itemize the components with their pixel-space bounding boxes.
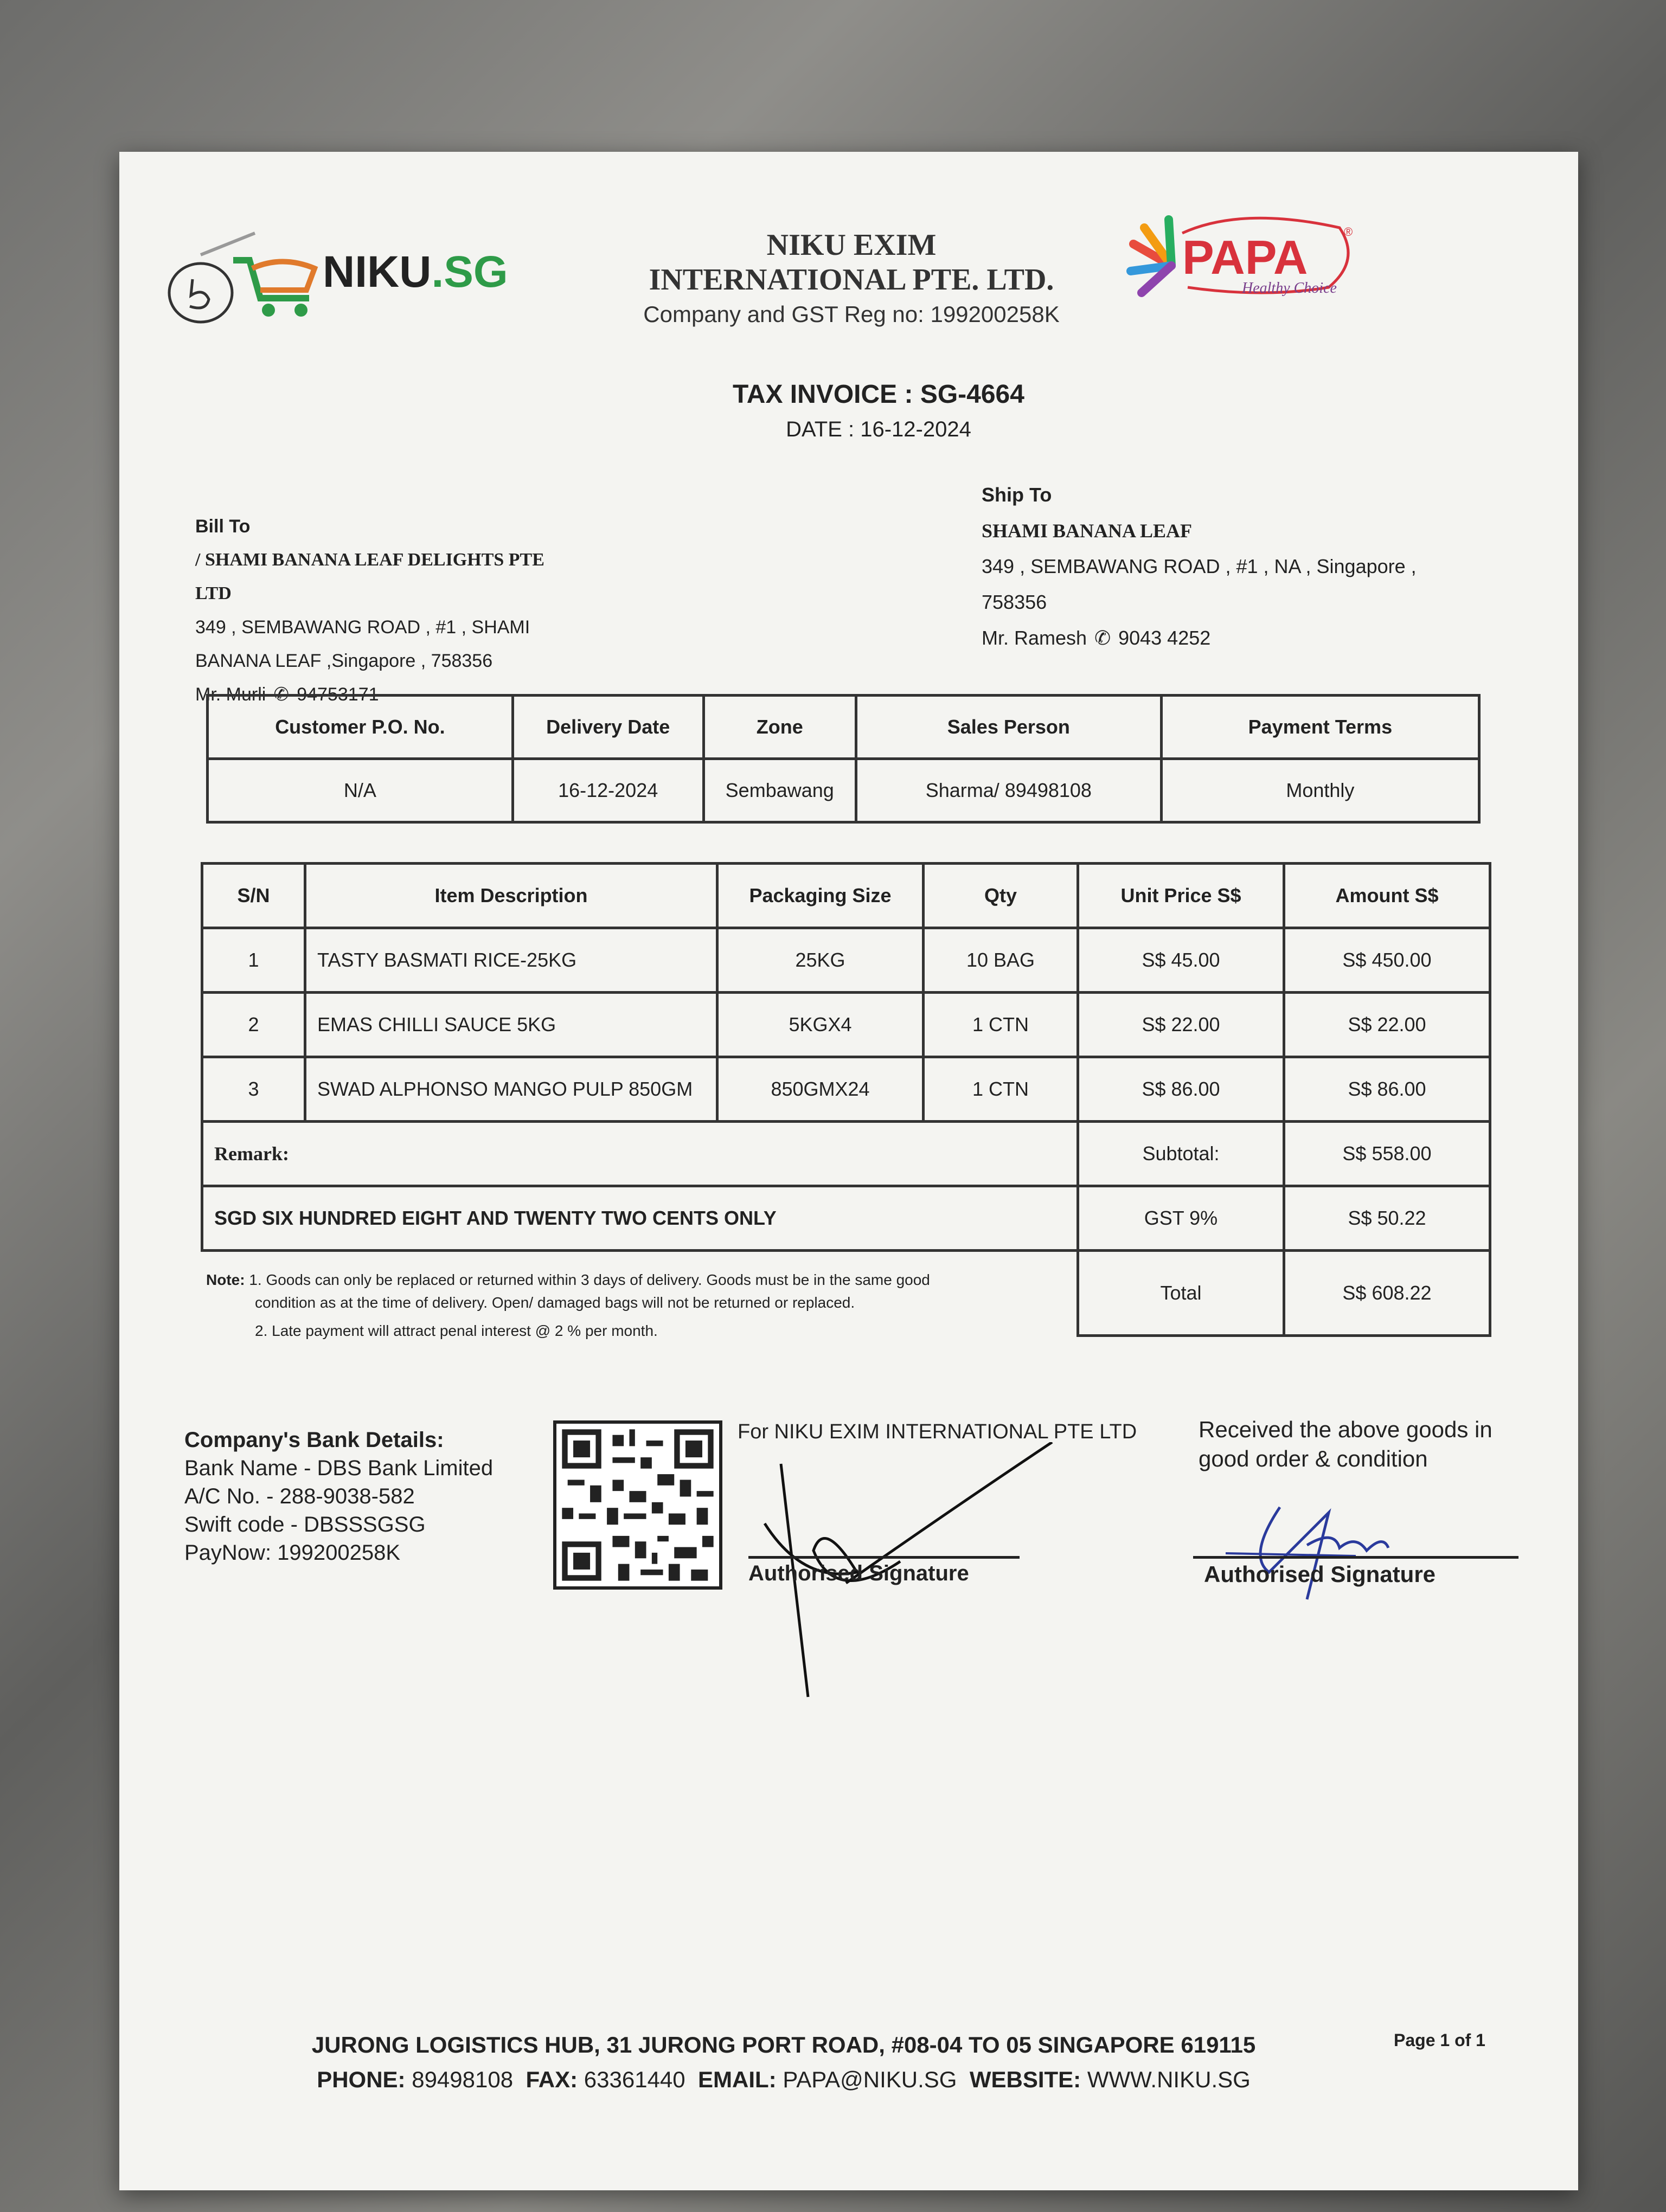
flower-icon [1131,220,1171,293]
bill-to-address-line2: BANANA LEAF ,Singapore , 758356 [195,651,493,671]
row-unit-price: S$ 45.00 [1078,928,1284,993]
company-signature-line [748,1556,1020,1559]
ship-to-contact-row [982,620,1481,656]
phone-icon: ✆ [1094,627,1111,649]
bank-paynow: PayNow: 199200258K [184,1541,401,1565]
bank-title: Company's Bank Details: [184,1428,444,1452]
company-name-line2: INTERNATIONAL PTE. LTD. [649,263,1054,297]
company-signature-label: Authorised Signature [748,1561,969,1585]
row-description: TASTY BASMATI RICE-25KG [305,928,717,993]
subtotal-value: S$ 558.00 [1284,1122,1490,1186]
niku-logo [228,233,564,325]
receiver-signature-label: Authorised Signature [1204,1561,1436,1587]
row-description: SWAD ALPHONSO MANGO PULP 850GM [305,1057,717,1122]
row-amount: S$ 86.00 [1284,1057,1490,1122]
items-header-row [202,864,1490,928]
order-info-table [206,694,1481,824]
total-value: S$ 608.22 [1284,1251,1490,1336]
gst-value: S$ 50.22 [1284,1186,1490,1251]
ship-to-name: SHAMI BANANA LEAF [982,520,1193,542]
invoice-date: DATE : 16-12-2024 [786,417,971,441]
gst-label: GST 9% [1078,1186,1284,1251]
ship-to-block [982,477,1481,656]
staple-icon [195,228,260,260]
zone-header: Zone [703,696,856,759]
note-line1-row [206,1269,1128,1291]
footer-phone-label: PHONE: [317,2067,406,2092]
bank-swift: Swift code - DBSSSGSG [184,1513,426,1536]
receiver-caption [1199,1415,1535,1474]
row-description: EMAS CHILLI SAUCE 5KG [305,993,717,1057]
footer-address: JURONG LOGISTICS HUB, 31 JURONG PORT ROAD, #08-04 TO 05 SINGAPORE 619115 [311,2032,1256,2057]
zone-value: Sembawang [703,759,856,822]
footer-website-label: WEBSITE: [969,2067,1081,2092]
subtotal-row [202,1122,1490,1186]
gst-row [202,1186,1490,1251]
row-packaging: 25KG [717,928,924,993]
table-row [202,928,1490,993]
row-qty: 1 CTN [924,1057,1078,1122]
table-row [202,993,1490,1057]
papa-tagline: Healthy Choice [1242,280,1337,297]
bank-account: A/C No. - 288-9038-582 [184,1484,415,1508]
note-label: Note: [206,1271,245,1288]
row-sn: 1 [202,928,305,993]
footer-fax: 63361440 [584,2067,685,2092]
amount-in-words: SGD SIX HUNDRED EIGHT AND TWENTY TWO CENTS ONLY [202,1186,1078,1251]
invoice-paper [119,152,1578,2190]
invoice-title: TAX INVOICE : SG-4664 [733,380,1024,409]
row-amount: S$ 22.00 [1284,993,1490,1057]
company-signature-caption: For NIKU EXIM INTERNATIONAL PTE LTD [738,1420,1137,1443]
order-info-value-row [208,759,1479,822]
papa-registered-mark: ® [1344,225,1353,239]
receiver-signature-line [1193,1556,1518,1559]
row-sn: 3 [202,1057,305,1122]
row-amount: S$ 450.00 [1284,928,1490,993]
bill-to-name-line2: LTD [195,583,232,603]
niku-logo-sg: .SG [431,247,508,297]
delivery-date-value: 16-12-2024 [512,759,703,822]
table-row [202,1057,1490,1122]
qr-code-icon [553,1420,722,1590]
row-unit-price: S$ 86.00 [1078,1057,1284,1122]
total-label: Total [1078,1251,1284,1336]
ship-to-address-line2: 758356 [982,591,1047,613]
amount-header: Amount S$ [1284,864,1490,928]
note-line2: 2. Late payment will attract penal interest @ 2 % per month. [255,1322,658,1339]
footer-email-label: EMAIL: [698,2067,777,2092]
page-number: Page 1 of 1 [1394,2030,1485,2050]
remark-label: Remark: [202,1122,1078,1186]
company-reg-number: Company and GST Reg no: 199200258K [643,301,1060,327]
row-unit-price: S$ 22.00 [1078,993,1284,1057]
ship-to-label: Ship To [982,484,1052,506]
ship-to-address-line1: 349 , SEMBAWANG ROAD , #1 , NA , Singapore , [982,555,1417,577]
packaging-header: Packaging Size [717,864,924,928]
sn-header: S/N [202,864,305,928]
footer-website: WWW.NIKU.SG [1087,2067,1251,2092]
bill-to-address-line1: 349 , SEMBAWANG ROAD , #1 , SHAMI [195,617,530,638]
papa-logo-word: PAPA [1182,230,1308,284]
footer-contacts [201,2062,1367,2097]
customer-po-value: N/A [208,759,513,822]
items-table [201,862,1491,1337]
unit-price-header: Unit Price S$ [1078,864,1284,928]
note-line1b: condition as at the time of delivery. Open/ damaged bags will not be returned or replaced. [255,1294,855,1311]
bill-to-block [195,510,662,711]
papa-logo [1123,211,1361,304]
bill-to-label: Bill To [195,516,251,537]
row-packaging: 5KGX4 [717,993,924,1057]
row-qty: 10 BAG [924,928,1078,993]
ship-to-contact: Mr. Ramesh [982,627,1087,649]
receiver-caption-line2: good order & condition [1199,1446,1428,1471]
row-sn: 2 [202,993,305,1057]
footer-email: PAPA@NIKU.SG [783,2067,957,2092]
sales-person-header: Sales Person [856,696,1161,759]
subtotal-label: Subtotal: [1078,1122,1284,1186]
row-packaging: 850GMX24 [717,1057,924,1122]
company-header [580,228,1123,327]
delivery-date-header: Delivery Date [512,696,703,759]
receiver-caption-line1: Received the above goods in [1199,1417,1492,1442]
bill-to-name-line1: / SHAMI BANANA LEAF DELIGHTS PTE [195,550,544,570]
handwritten-circle-mark [163,255,239,331]
sales-person-value: Sharma/ 89498108 [856,759,1161,822]
qty-header: Qty [924,864,1078,928]
payment-terms-header: Payment Terms [1161,696,1479,759]
niku-logo-text: IKU [355,247,432,297]
receiver-signature-scribble [1226,1496,1432,1605]
footer-fax-label: FAX: [526,2067,578,2092]
bank-details [184,1426,564,1567]
company-name-line1: NIKU EXIM [766,228,937,262]
niku-logo-n: N [323,247,355,297]
ship-to-phone: 9043 4252 [1118,627,1211,649]
description-header: Item Description [305,864,717,928]
payment-terms-value: Monthly [1161,759,1479,822]
bank-name: Bank Name - DBS Bank Limited [184,1456,494,1480]
note-line1: 1. Goods can only be replaced or returned within 3 days of delivery. Goods must be in the same good [249,1271,930,1288]
notes-block [206,1269,1128,1342]
customer-po-header: Customer P.O. No. [208,696,513,759]
phone-icon: ✆ [273,684,290,705]
order-info-header-row [208,696,1479,759]
bill-to-contact: Mr. Murli [195,684,266,705]
row-qty: 1 CTN [924,993,1078,1057]
footer [201,2028,1367,2097]
bill-to-phone: 94753171 [297,684,379,705]
footer-phone: 89498108 [412,2067,514,2092]
